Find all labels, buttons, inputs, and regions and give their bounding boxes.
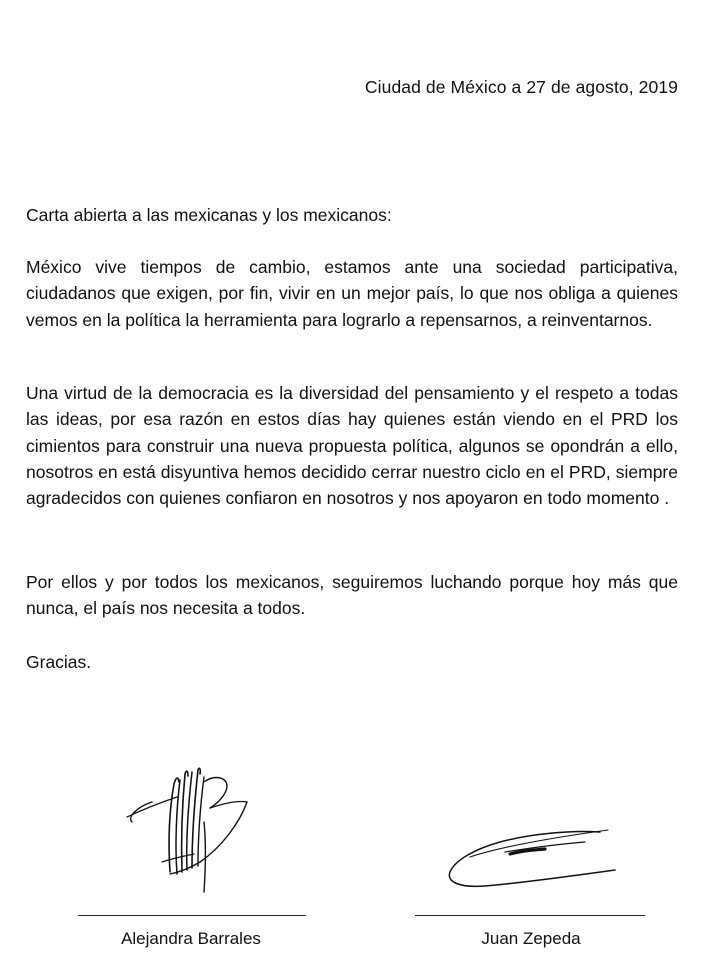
closing: Gracias. bbox=[26, 652, 92, 672]
signature-line-left bbox=[78, 915, 306, 916]
signature-left bbox=[122, 762, 262, 897]
paragraph-3: Por ellos y por todos los mexicanos, seguiremos luchando porque hoy más que nunca, el país nos necesita a todos. bbox=[26, 572, 678, 619]
signature-right bbox=[440, 822, 620, 897]
signer-name-left: Alejandra Barrales bbox=[121, 929, 261, 948]
signature-line-right bbox=[415, 915, 645, 916]
paragraph-1: México vive tiempos de cambio, estamos ante una sociedad participativa, ciudadanos que exigen, por fin, vivir en un mejor país, lo que nos obliga a quienes vemos en la política la herramienta para lograrlo a repensarnos, a reinventarnos. bbox=[26, 257, 678, 330]
date-line: Ciudad de México a 27 de agosto, 2019 bbox=[364, 77, 678, 97]
paragraph-2: Una virtud de la democracia es la diversidad del pensamiento y el respeto a todas las ideas, por esa razón en estos días hay quienes están viendo en el PRD los cimientos para construir una nueva propuesta política, algunos se opondrán a ello, nosotros en está disyuntiva hemos decidido cerrar nuestro ciclo en el PRD, siempre agradecidos con quienes confiaron en nosotros y nos apoyaron en todo momento . bbox=[26, 383, 678, 509]
greeting: Carta abierta a las mexicanas y los mexicanos: bbox=[26, 205, 392, 225]
signer-name-right: Juan Zepeda bbox=[481, 929, 581, 948]
